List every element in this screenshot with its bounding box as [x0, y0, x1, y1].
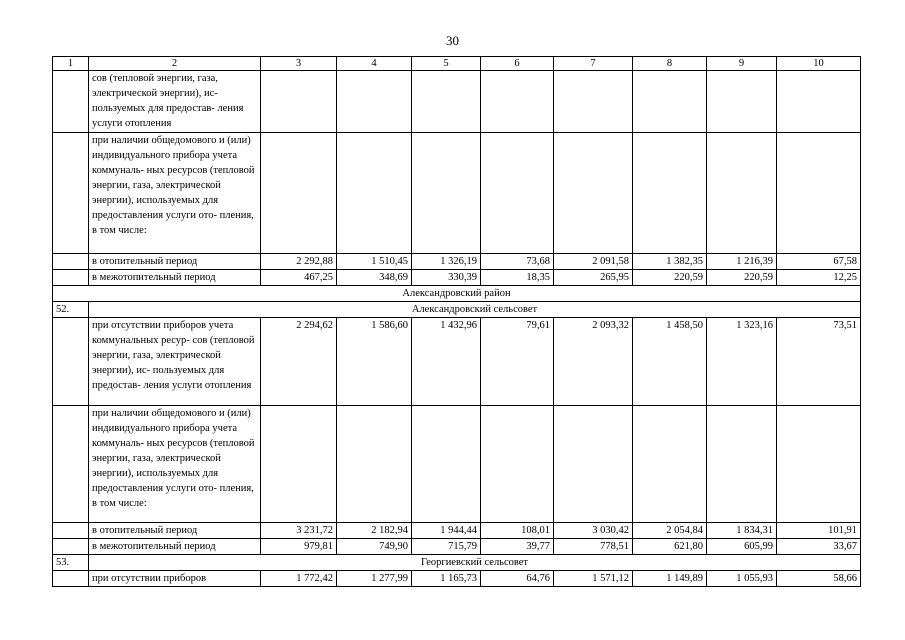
value-cell-col3: 2 294,62 [261, 318, 337, 406]
value-cell-col7 [554, 406, 633, 523]
value-cell-col5 [412, 71, 481, 133]
value-cell-col9 [707, 133, 777, 254]
row-label: при наличии общедомового и (или) индивидуального прибора учета коммуналь- ных ресурсов (тепловой энергии, газа, электрической энергии), используемых для предоставления услуги ото- пления, в том числе: [89, 133, 261, 254]
value-cell-col9: 1 216,39 [707, 254, 777, 270]
value-cell-col9: 605,99 [707, 539, 777, 555]
row-label: при наличии общедомового и (или) индивидуального прибора учета коммуналь- ных ресурсов (тепловой энергии, газа, электрической энергии), используемых для предоставления услуги ото- пления, в том числе: [89, 406, 261, 523]
value-cell-col9: 1 055,93 [707, 571, 777, 587]
section-row [53, 302, 861, 318]
value-cell-col7 [554, 71, 633, 133]
column-header-7: 7 [554, 57, 633, 71]
row-index [53, 270, 89, 286]
value-cell-col10: 67,58 [777, 254, 861, 270]
column-header-8: 8 [633, 57, 707, 71]
value-cell-col3: 979,81 [261, 539, 337, 555]
table-row [53, 254, 861, 270]
value-cell-col7: 2 093,32 [554, 318, 633, 406]
value-cell-col6: 73,68 [481, 254, 554, 270]
value-cell-col5: 1 165,73 [412, 571, 481, 587]
column-header-10: 10 [777, 57, 861, 71]
row-index [53, 571, 89, 587]
value-cell-col5: 1 432,96 [412, 318, 481, 406]
table-row [53, 71, 861, 133]
value-cell-col10 [777, 406, 861, 523]
section-name: Александровский сельсовет [89, 302, 861, 318]
value-cell-col7: 3 030,42 [554, 523, 633, 539]
value-cell-col10: 12,25 [777, 270, 861, 286]
header-row [53, 57, 861, 71]
value-cell-col6: 39,77 [481, 539, 554, 555]
row-index: 53. [53, 555, 89, 571]
value-cell-col5: 1 326,19 [412, 254, 481, 270]
value-cell-col6 [481, 71, 554, 133]
column-header-1: 1 [53, 57, 89, 71]
value-cell-col5: 330,39 [412, 270, 481, 286]
value-cell-col6: 108,01 [481, 523, 554, 539]
row-label: при отсутствии приборов [89, 571, 261, 587]
row-index [53, 523, 89, 539]
column-header-6: 6 [481, 57, 554, 71]
value-cell-col7 [554, 133, 633, 254]
tariff-table [52, 56, 861, 587]
value-cell-col7: 2 091,58 [554, 254, 633, 270]
row-label: в отопительный период [89, 523, 261, 539]
value-cell-col10 [777, 133, 861, 254]
value-cell-col3 [261, 71, 337, 133]
row-label: сов (тепловой энергии, газа, электрической энергии), ис- пользуемых для предостав- ления услуги отопления [89, 71, 261, 133]
value-cell-col9: 1 834,31 [707, 523, 777, 539]
value-cell-col8: 1 458,50 [633, 318, 707, 406]
value-cell-col5 [412, 406, 481, 523]
value-cell-col8: 1 149,89 [633, 571, 707, 587]
row-label: в отопительный период [89, 254, 261, 270]
value-cell-col4 [337, 71, 412, 133]
value-cell-col10: 73,51 [777, 318, 861, 406]
value-cell-col10: 101,91 [777, 523, 861, 539]
row-label: при отсутствии приборов учета коммунальных ресур- сов (тепловой энергии, газа, электрической энергии), ис- пользуемых для предостав- ления услуги отопления [89, 318, 261, 406]
table-row [53, 133, 861, 254]
value-cell-col4: 348,69 [337, 270, 412, 286]
value-cell-col6: 79,61 [481, 318, 554, 406]
table-row [53, 523, 861, 539]
value-cell-col8 [633, 406, 707, 523]
value-cell-col8: 2 054,84 [633, 523, 707, 539]
value-cell-col7: 1 571,12 [554, 571, 633, 587]
row-index [53, 254, 89, 270]
column-header-4: 4 [337, 57, 412, 71]
value-cell-col10: 33,67 [777, 539, 861, 555]
value-cell-col10: 58,66 [777, 571, 861, 587]
district-row [53, 286, 861, 302]
value-cell-col3: 2 292,88 [261, 254, 337, 270]
value-cell-col9 [707, 71, 777, 133]
value-cell-col5: 1 944,44 [412, 523, 481, 539]
value-cell-col5 [412, 133, 481, 254]
value-cell-col4: 1 277,99 [337, 571, 412, 587]
column-header-5: 5 [412, 57, 481, 71]
value-cell-col4: 1 586,60 [337, 318, 412, 406]
value-cell-col3: 467,25 [261, 270, 337, 286]
section-row [53, 555, 861, 571]
value-cell-col8: 220,59 [633, 270, 707, 286]
value-cell-col3 [261, 133, 337, 254]
row-index [53, 318, 89, 406]
row-index [53, 71, 89, 133]
table-row [53, 270, 861, 286]
value-cell-col4: 749,90 [337, 539, 412, 555]
value-cell-col4: 1 510,45 [337, 254, 412, 270]
section-name: Георгиевский сельсовет [89, 555, 861, 571]
value-cell-col5: 715,79 [412, 539, 481, 555]
value-cell-col8 [633, 133, 707, 254]
district-name: Александровский район [53, 286, 861, 302]
column-header-2: 2 [89, 57, 261, 71]
column-header-9: 9 [707, 57, 777, 71]
value-cell-col10 [777, 71, 861, 133]
row-index [53, 539, 89, 555]
row-index [53, 133, 89, 254]
value-cell-col6: 18,35 [481, 270, 554, 286]
column-header-3: 3 [261, 57, 337, 71]
value-cell-col3: 1 772,42 [261, 571, 337, 587]
value-cell-col9: 220,59 [707, 270, 777, 286]
value-cell-col8: 621,80 [633, 539, 707, 555]
value-cell-col3 [261, 406, 337, 523]
value-cell-col6: 64,76 [481, 571, 554, 587]
value-cell-col7: 778,51 [554, 539, 633, 555]
value-cell-col9: 1 323,16 [707, 318, 777, 406]
row-label: в межотопительный период [89, 270, 261, 286]
table-row [53, 571, 861, 587]
value-cell-col8: 1 382,35 [633, 254, 707, 270]
value-cell-col6 [481, 133, 554, 254]
table-row [53, 539, 861, 555]
value-cell-col4: 2 182,94 [337, 523, 412, 539]
value-cell-col8 [633, 71, 707, 133]
value-cell-col6 [481, 406, 554, 523]
table-row [53, 406, 861, 523]
table-row [53, 318, 861, 406]
value-cell-col7: 265,95 [554, 270, 633, 286]
page-number: 30 [446, 33, 459, 48]
value-cell-col9 [707, 406, 777, 523]
row-index [53, 406, 89, 523]
value-cell-col4 [337, 406, 412, 523]
row-index: 52. [53, 302, 89, 318]
value-cell-col4 [337, 133, 412, 254]
value-cell-col3: 3 231,72 [261, 523, 337, 539]
row-label: в межотопительный период [89, 539, 261, 555]
